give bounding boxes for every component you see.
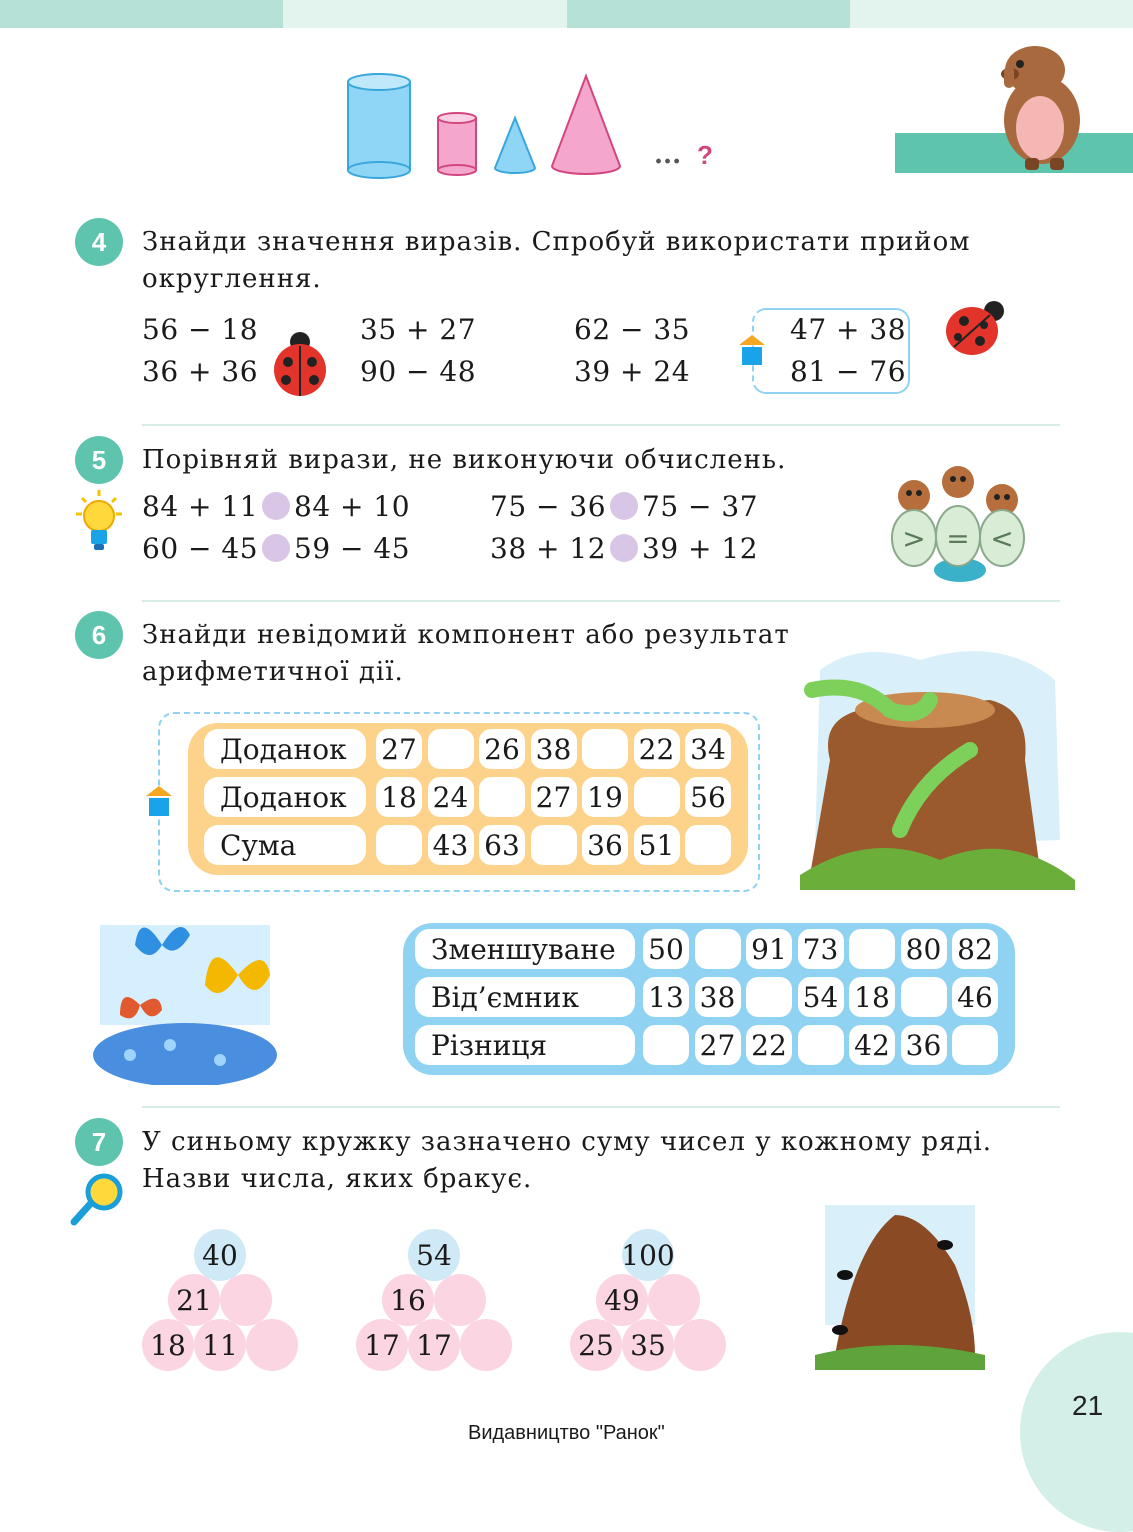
sum-table-cell-r1-c6: 22 bbox=[634, 729, 680, 769]
pyramid-3-mid-1: 49 bbox=[596, 1274, 648, 1326]
sum-table-cell-r3-c5: 36 bbox=[582, 825, 628, 865]
diff-table-cell-r2-c7: 46 bbox=[952, 977, 998, 1017]
egg-sign-gt: > bbox=[902, 522, 926, 555]
task-5-expr-1: 84 + 11 bbox=[142, 490, 259, 523]
magnifier-icon bbox=[70, 1172, 126, 1226]
pyramid-2-sum: 54 bbox=[408, 1229, 460, 1281]
anthill-illustration bbox=[815, 1205, 985, 1370]
pyramid-1-mid-2[interactable] bbox=[220, 1274, 272, 1326]
diff-table-cell-r3-c1[interactable] bbox=[643, 1025, 689, 1065]
pyramid-3-bottom-1: 25 bbox=[570, 1319, 622, 1371]
task-5-text: Порівняй вирази, не виконуючи обчислень. bbox=[142, 445, 787, 475]
lightbulb-icon bbox=[70, 488, 128, 554]
task-5-expr-2: 84 + 10 bbox=[294, 490, 411, 523]
diff-table-cell-r3-c2: 27 bbox=[695, 1025, 741, 1065]
sum-table-cell-r3-c6: 51 bbox=[634, 825, 680, 865]
sum-table-cell-r3-c1[interactable] bbox=[376, 825, 422, 865]
task-6-text-line2: арифметичної дії. bbox=[142, 657, 404, 687]
diff-table-cell-r2-c3[interactable] bbox=[746, 977, 792, 1017]
sum-table-cell-r3-c3: 63 bbox=[479, 825, 525, 865]
separator-2 bbox=[142, 600, 1060, 602]
capybara-icon bbox=[990, 38, 1110, 173]
diff-table-cell-r2-c1: 13 bbox=[643, 977, 689, 1017]
task-6-number: 6 bbox=[75, 611, 123, 659]
task-5-row-1-right bbox=[490, 490, 758, 523]
sum-table-cell-r1-c4: 38 bbox=[531, 729, 577, 769]
egg-sign-lt: < bbox=[990, 522, 1014, 555]
sum-table-cell-r1-c7: 34 bbox=[685, 729, 731, 769]
task-4-text-line1: Знайди значення виразів. Спробуй використати прийом bbox=[142, 227, 971, 257]
pyramid-2-bottom-1: 17 bbox=[356, 1319, 408, 1371]
sum-table-cell-r2-c2: 24 bbox=[428, 777, 474, 817]
sum-table-cell-r3-c7[interactable] bbox=[685, 825, 731, 865]
pyramid-3-mid-2[interactable] bbox=[648, 1274, 700, 1326]
task-5-expr-7: 38 + 12 bbox=[490, 532, 607, 565]
task-6-text-line1: Знайди невідомий компонент або результат bbox=[142, 620, 790, 650]
compare-slot-1[interactable] bbox=[262, 492, 290, 520]
big-cylinder-icon bbox=[348, 74, 410, 178]
task-4-expr-1: 56 − 18 bbox=[142, 313, 259, 346]
diff-table-cell-r2-c4: 54 bbox=[798, 977, 844, 1017]
diff-table-cell-r3-c4[interactable] bbox=[798, 1025, 844, 1065]
sum-table-cell-r1-c3: 26 bbox=[479, 729, 525, 769]
pyramid-2-mid-2[interactable] bbox=[434, 1274, 486, 1326]
diff-table-cell-r2-c2: 38 bbox=[695, 977, 741, 1017]
diff-table-cell-r1-c3: 91 bbox=[746, 929, 792, 969]
diff-table-cell-r2-c6[interactable] bbox=[901, 977, 947, 1017]
diff-table-label-2: Від’ємник bbox=[415, 977, 635, 1017]
task-7-text-line2: Назви числа, яких бракує. bbox=[142, 1164, 533, 1194]
diff-table-cell-r1-c7: 82 bbox=[952, 929, 998, 969]
shapes-ellipsis: ... bbox=[654, 140, 682, 170]
top-bar-4 bbox=[850, 0, 1133, 28]
pyramid-1-bottom-2: 11 bbox=[194, 1319, 246, 1371]
top-bar-2 bbox=[283, 0, 567, 28]
diff-table-cell-r1-c5[interactable] bbox=[849, 929, 895, 969]
sum-table-cell-r2-c7: 56 bbox=[685, 777, 731, 817]
sum-table-label-2: Доданок bbox=[204, 777, 366, 817]
page-number: 21 bbox=[1072, 1390, 1104, 1421]
sum-table-cell-r1-c1: 27 bbox=[376, 729, 422, 769]
pyramid-2-mid-1: 16 bbox=[382, 1274, 434, 1326]
pyramid-1-bottom-1: 18 bbox=[142, 1319, 194, 1371]
pyramid-1-sum: 40 bbox=[194, 1229, 246, 1281]
home-marker-icon-2 bbox=[146, 786, 172, 818]
diff-table-cell-r1-c1: 50 bbox=[643, 929, 689, 969]
sum-table-label-1: Доданок bbox=[204, 729, 366, 769]
sum-table-cell-r2-c3[interactable] bbox=[479, 777, 525, 817]
sum-table-cell-r2-c6[interactable] bbox=[634, 777, 680, 817]
task-5-expr-8: 39 + 12 bbox=[642, 532, 759, 565]
lizards-stump-illustration bbox=[800, 640, 1075, 890]
shapes-illustration bbox=[340, 70, 640, 180]
diff-table-cell-r3-c5: 42 bbox=[849, 1025, 895, 1065]
task-5-number: 5 bbox=[75, 436, 123, 484]
sum-table-cell-r2-c1: 18 bbox=[376, 777, 422, 817]
top-bar-1 bbox=[0, 0, 283, 28]
task-4-expr-3: 35 + 27 bbox=[360, 313, 477, 346]
compare-slot-4[interactable] bbox=[610, 534, 638, 562]
task-5-expr-3: 75 − 36 bbox=[490, 490, 607, 523]
task-5-row-1-left bbox=[142, 490, 410, 523]
egg-sign-eq: = bbox=[946, 522, 970, 555]
task-4-expr-8: 81 − 76 bbox=[790, 355, 907, 388]
small-cylinder-icon bbox=[438, 113, 476, 175]
task-4-expr-6: 39 + 24 bbox=[574, 355, 691, 388]
task-5-row-2-left bbox=[142, 532, 410, 565]
page-corner bbox=[1020, 1332, 1133, 1532]
sum-table-cell-r1-c5[interactable] bbox=[582, 729, 628, 769]
task-4-expr-2: 36 + 36 bbox=[142, 355, 259, 388]
difference-table bbox=[403, 923, 1015, 1075]
sum-table-cell-r3-c2: 43 bbox=[428, 825, 474, 865]
compare-slot-2[interactable] bbox=[610, 492, 638, 520]
pyramid-2-bottom-3[interactable] bbox=[460, 1319, 512, 1371]
small-cone-icon bbox=[495, 118, 535, 173]
separator-1 bbox=[142, 424, 1060, 426]
top-bar-3 bbox=[567, 0, 850, 28]
diff-table-label-3: Різниця bbox=[415, 1025, 635, 1065]
home-marker-icon bbox=[739, 335, 765, 367]
diff-table-cell-r1-c6: 80 bbox=[901, 929, 947, 969]
task-4-expr-4: 90 − 48 bbox=[360, 355, 477, 388]
task-5-expr-6: 59 − 45 bbox=[294, 532, 411, 565]
butterflies-illustration bbox=[90, 905, 280, 1085]
diff-table-cell-r1-c2[interactable] bbox=[695, 929, 741, 969]
pyramid-3-bottom-2: 35 bbox=[622, 1319, 674, 1371]
sum-table-cell-r3-c4[interactable] bbox=[531, 825, 577, 865]
sum-table-cell-r1-c2[interactable] bbox=[428, 729, 474, 769]
separator-3 bbox=[142, 1106, 1060, 1108]
pyramid-3-sum: 100 bbox=[622, 1229, 674, 1281]
task-4-expr-5: 62 − 35 bbox=[574, 313, 691, 346]
shapes-question: ? bbox=[697, 140, 713, 170]
task-5-row-2-right bbox=[490, 532, 758, 565]
publisher-footer: Видавництво "Ранок" bbox=[468, 1422, 665, 1444]
diff-table-cell-r3-c3: 22 bbox=[746, 1025, 792, 1065]
ladybug-icon-2 bbox=[940, 297, 1006, 361]
task-4-number: 4 bbox=[75, 218, 123, 266]
sum-table bbox=[188, 723, 748, 875]
task-5-expr-5: 60 − 45 bbox=[142, 532, 259, 565]
pyramid-1-bottom-3[interactable] bbox=[246, 1319, 298, 1371]
pyramid-1-mid-1: 21 bbox=[168, 1274, 220, 1326]
diff-table-cell-r3-c6: 36 bbox=[901, 1025, 947, 1065]
task-7-number: 7 bbox=[75, 1118, 123, 1166]
task-5-expr-4: 75 − 37 bbox=[642, 490, 759, 523]
sum-table-cell-r2-c4: 27 bbox=[531, 777, 577, 817]
diff-table-cell-r1-c4: 73 bbox=[798, 929, 844, 969]
sum-table-cell-r2-c5: 19 bbox=[582, 777, 628, 817]
task-4-text-line2: округлення. bbox=[142, 264, 322, 294]
diff-table-cell-r3-c7[interactable] bbox=[952, 1025, 998, 1065]
big-cone-icon bbox=[552, 76, 620, 174]
diff-table-cell-r2-c5: 18 bbox=[849, 977, 895, 1017]
task-4-expr-7: 47 + 38 bbox=[790, 313, 907, 346]
diff-table-label-1: Зменшуване bbox=[415, 929, 635, 969]
eggs-illustration bbox=[888, 466, 1033, 584]
pyramid-3-bottom-3[interactable] bbox=[674, 1319, 726, 1371]
pyramid-2-bottom-2: 17 bbox=[408, 1319, 460, 1371]
sum-table-label-3: Сума bbox=[204, 825, 366, 865]
ladybug-icon bbox=[270, 328, 330, 398]
task-7-text-line1: У синьому кружку зазначено суму чисел у кожному ряді. bbox=[142, 1127, 992, 1157]
compare-slot-3[interactable] bbox=[262, 534, 290, 562]
